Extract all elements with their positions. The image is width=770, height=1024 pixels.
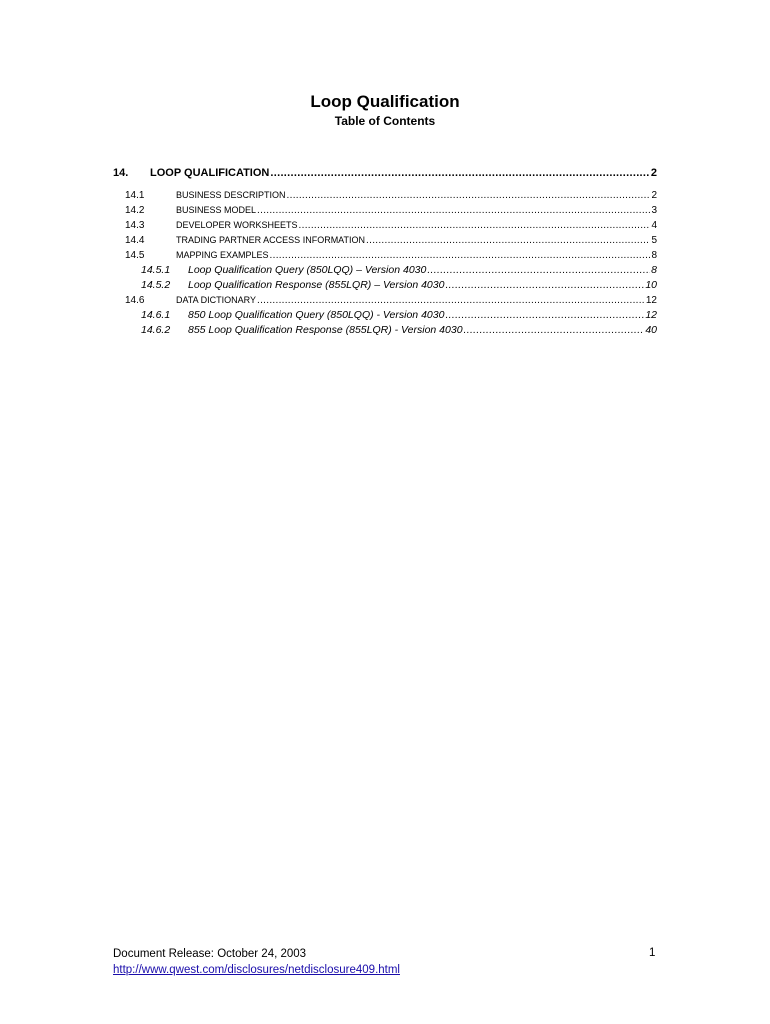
toc-leader-dots	[270, 249, 651, 262]
toc-number: 14.6.2	[141, 324, 171, 336]
toc-number: 14.2	[125, 205, 145, 216]
disclosure-link[interactable]: http://www.qwest.com/disclosures/netdisclosure409.html	[113, 964, 400, 976]
document-title: Loop Qualification	[310, 92, 460, 111]
toc-page-number: 12	[645, 309, 657, 321]
toc-number: 14.4	[125, 235, 145, 246]
toc-leader-dots	[257, 294, 645, 307]
page-number: 1	[649, 947, 656, 959]
toc-label: MAPPING EXAMPLES	[176, 250, 269, 260]
toc-entry[interactable]	[113, 324, 657, 337]
toc-leader-dots	[427, 264, 650, 277]
toc-label: 850 Loop Qualification Query (850LQQ) - Version 4030	[188, 309, 445, 321]
toc-page-number: 12	[645, 295, 657, 306]
toc-label: DATA DICTIONARY	[176, 295, 257, 305]
toc-page-number: 8	[651, 264, 657, 276]
toc-label: Loop Qualification Response (855LQR) – Version 4030	[188, 279, 445, 291]
toc-label: LOOP QUALIFICATION	[150, 167, 270, 179]
toc-number: 14.6.1	[141, 309, 171, 321]
toc-leader-dots	[287, 189, 651, 202]
toc-page-number: 10	[645, 279, 657, 291]
toc-leader-dots	[299, 219, 651, 232]
toc-entry[interactable]	[113, 279, 657, 292]
toc-number: 14.3	[125, 220, 145, 231]
toc-entry[interactable]	[113, 264, 657, 277]
toc-page-number: 3	[651, 205, 657, 216]
toc-label: 855 Loop Qualification Response (855LQR) - Version 4030	[188, 324, 463, 336]
toc-label: BUSINESS MODEL	[176, 205, 257, 215]
toc-entry[interactable]	[113, 204, 657, 217]
toc-page-number: 2	[651, 190, 657, 201]
toc-number: 14.5.1	[141, 264, 171, 276]
toc-number: 14.5	[125, 250, 145, 261]
toc-page-number: 4	[651, 220, 657, 231]
toc-number: 14.5.2	[141, 279, 171, 291]
toc-label: Loop Qualification Query (850LQQ) – Version 4030	[188, 264, 427, 276]
toc-entry[interactable]	[113, 294, 657, 307]
toc-page-number: 5	[651, 235, 657, 246]
toc-page-number: 8	[651, 250, 657, 261]
toc-page-number: 2	[650, 167, 657, 179]
toc-entry[interactable]	[113, 249, 657, 262]
toc-leader-dots	[366, 234, 650, 247]
toc-page-number: 40	[645, 324, 657, 336]
toc-number: 14.6	[125, 295, 145, 306]
toc-entry[interactable]	[113, 309, 657, 322]
toc-leader-dots	[445, 309, 644, 322]
toc-label: TRADING PARTNER ACCESS INFORMATION	[176, 235, 366, 245]
toc-leader-dots	[445, 279, 644, 292]
document-subtitle: Table of Contents	[334, 114, 436, 128]
toc-leader-dots	[257, 204, 650, 217]
toc-leader-dots	[464, 324, 645, 337]
toc-label: BUSINESS DESCRIPTION	[176, 190, 286, 200]
toc-number: 14.	[113, 167, 129, 179]
toc-entry[interactable]	[113, 234, 657, 247]
toc-entry[interactable]	[113, 219, 657, 232]
toc-entry[interactable]	[113, 189, 657, 202]
toc-leader-dots	[270, 167, 650, 180]
document-release: Document Release: October 24, 2003	[113, 948, 307, 960]
toc-chapter[interactable]	[113, 167, 657, 180]
toc-label: DEVELOPER WORKSHEETS	[176, 220, 298, 230]
toc-number: 14.1	[125, 190, 145, 201]
